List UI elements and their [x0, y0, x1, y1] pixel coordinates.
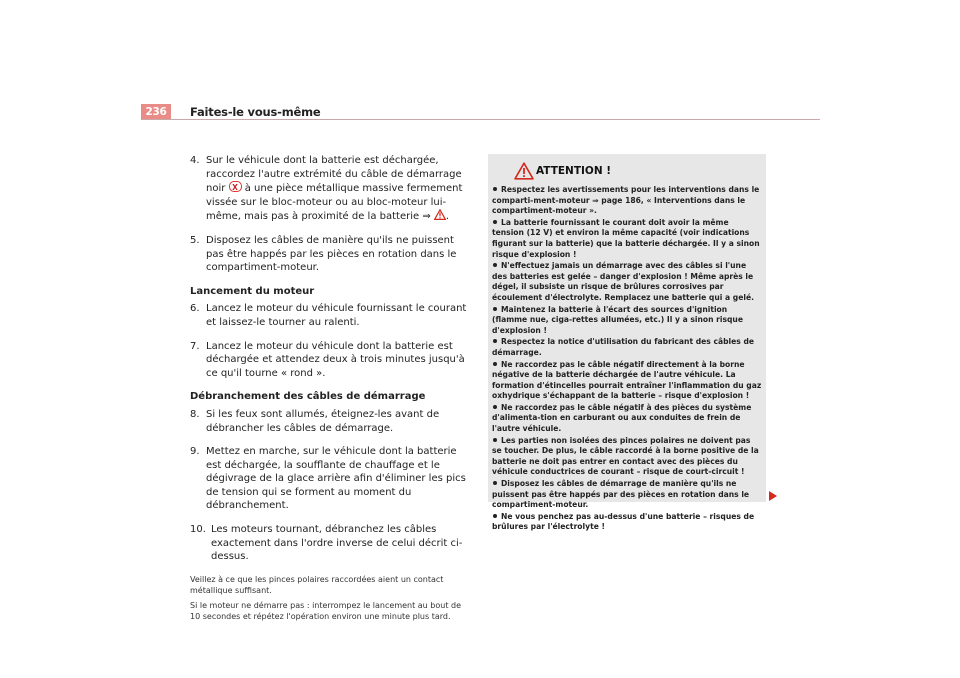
step-number: 8. [190, 408, 200, 420]
warning-header [492, 162, 762, 182]
step-text: Sur le véhicule dont la batterie est déchargée, raccordez l'autre extrémité du câble de démarrage noir [206, 155, 462, 195]
step-text: Mettez en marche, sur le véhicule dont la batterie est déchargée, la soufflante de chauffage et le dégivrage de la glace arrière afin d'éliminer les pics de tension qui se forment au moment du débranchement. [206, 446, 466, 512]
page-continue-arrow-icon[interactable] [768, 490, 778, 502]
step-6 [190, 302, 472, 329]
step-text: Lancez le moteur du véhicule dont la batterie est déchargée et attendez deux à trois minutes jusqu'à ce qu'il tourne « rond ». [206, 340, 465, 379]
note-contact: Veillez à ce que les pinces polaires raccordées aient un contact métallique suffisant. [190, 574, 444, 595]
step-text: Lancez le moteur du véhicule fournissant le courant et laissez-le tourner au ralenti. [206, 303, 467, 328]
note-retry: Si le moteur ne démarre pas : interrompez le lancement au bout de 10 secondes et répétez l'opération environ une minute plus tard. [190, 600, 462, 621]
step-10 [190, 523, 472, 564]
warning-item [492, 187, 762, 217]
step-5 [190, 234, 472, 275]
warning-item [492, 481, 762, 511]
step-text: Disposez les câbles de manière qu'ils ne puissent pas être happés par les pièces en rotation dans le compartiment-moteur. [206, 234, 457, 274]
header-divider [141, 119, 820, 120]
step-text: à une pièce métallique massive fermement vissée sur le bloc-moteur ou au bloc-moteur lui-même, mais pas à proximité de la batterie ⇒ [206, 183, 463, 223]
step-number: 7. [190, 340, 200, 352]
warning-item [492, 359, 762, 402]
warning-triangle-icon [514, 162, 534, 180]
warning-text: Ne raccordez pas le câble négatif directement à la borne négative de la batterie déchargée de l'autre véhicule. La formation d'étincelles pourrait entraîner l'inflammation du gaz oxhydrique s'échappant de la batterie – risque d'explosion ! [492, 359, 762, 401]
step-number: 5. [190, 234, 200, 246]
warning-item [492, 402, 762, 435]
warning-text: Ne raccordez pas le câble négatif à des pièces du système d'alimenta-tion en carburant ou aux conduites de frein de l'autre véhicule. [492, 402, 752, 434]
warning-text: La batterie fournissant le courant doit avoir la même tension (12 V) et environ la même capacité (voir indications figurant sur la batterie) que la batterie déchargée. Il y a sinon risque d'explosion ! [492, 217, 760, 259]
warning-text: Respectez les avertissements pour les interventions dans le comparti-ment-moteur ⇒ page 186, « Interventions dans le compartiment-moteur ». [492, 185, 760, 216]
notes [190, 574, 472, 622]
warning-text: Maintenez la batterie à l'écart des sources d'ignition (flamme nue, ciga-rettes allumées, etc.) Il y a sinon risque d'explosion ! [492, 304, 743, 335]
instructions-column [190, 154, 472, 626]
step-text: Si les feux sont allumés, éteignez-les avant de débrancher les câbles de démarrage. [206, 408, 440, 434]
step-4 [190, 154, 472, 224]
warning-text: Les parties non isolées des pinces polaires ne doivent pas se toucher. De plus, le câble raccordé à la borne positive de la batterie ne doit pas entrer en contact avec des pièces du véhicule conductrices de courant – risque de court-circuit ! [492, 435, 759, 477]
warning-item [492, 511, 762, 533]
section-heading-launch: Lancement du moteur [190, 285, 315, 297]
page-number: 236 [141, 104, 171, 120]
warning-text: Respectez la notice d'utilisation du fabricant des câbles de démarrage. [492, 337, 755, 357]
step-8 [190, 408, 472, 435]
page-header-title: Faites-le vous-même [190, 105, 321, 119]
step-number: 10. [190, 524, 206, 536]
ground-cable-symbol: X [229, 181, 242, 192]
warning-triangle-icon [434, 209, 446, 220]
warning-item [492, 217, 762, 260]
section-heading-disconnect: Débranchement des câbles de démarrage [190, 391, 426, 403]
step-text: . [445, 211, 450, 223]
warning-item [492, 339, 762, 358]
warning-text: Ne vous penchez pas au-dessus d'une batterie – risques de brûlures par l'électrolyte ! [492, 511, 755, 532]
warning-item [492, 304, 762, 337]
warning-text: N'effectuez jamais un démarrage avec des câbles si l'une des batteries est gelée – danger d'explosion ! Même après le dégel, il subsiste un risque de brûlures corrosives par écoulement d'électrolyte. Remplacez une batterie qui a gelé. [492, 261, 754, 302]
step-number: 6. [190, 303, 200, 315]
step-9 [190, 445, 472, 513]
warning-box [488, 154, 766, 532]
warning-list [492, 187, 762, 533]
warning-text: Disposez les câbles de démarrage de manière qu'ils ne puissent pas être happés par des pièces en rotation dans le compartiment-moteur. [492, 479, 750, 510]
warning-item [492, 263, 762, 303]
step-number: 4. [190, 155, 200, 166]
step-number: 9. [190, 446, 200, 458]
warning-title: ATTENTION ! [536, 165, 612, 177]
step-text: Les moteurs tournant, débranchez les câbles exactement dans l'ordre inverse de celui décrit ci-dessus. [211, 524, 463, 563]
warning-item [492, 435, 762, 478]
step-7 [190, 340, 472, 381]
